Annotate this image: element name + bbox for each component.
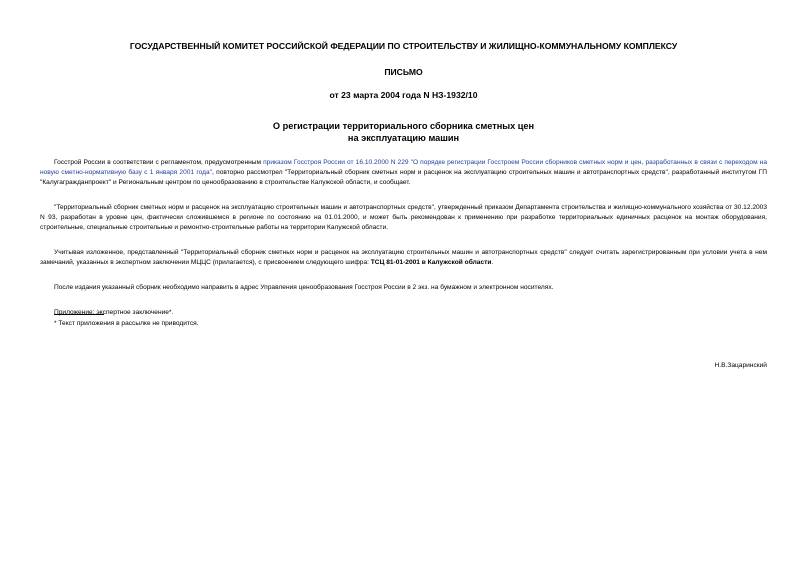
- document-date-number: от 23 марта 2004 года N НЗ-1932/10: [329, 90, 478, 100]
- document-subject: [40, 120, 767, 144]
- paragraph-1: [40, 158, 767, 188]
- paragraph-3-text-end: .: [491, 259, 494, 266]
- signature: Н.В.Зацаринский: [714, 362, 767, 369]
- subject-line-2: на эксплуатацию машин: [347, 133, 460, 143]
- document-type: ПИСЬМО: [384, 67, 423, 77]
- footnote-divider: [54, 314, 104, 315]
- order-229-link[interactable]: приказом Госстроя России от 16.10.2000 N 229 "О порядке регистрации Госстроем России сборников сметных норм и цен, разработанных в связи с переходом на новую сметно-нормативную базу с 1 января 2001 года": [40, 159, 767, 176]
- paragraph-1-text-end: , повторно рассмотрел "Территориальный сборник сметных норм и расценок на эксплуатацию строительных машин и автотранспортных средств", разработанный институтом ГП "Калугагражданпроект" и Региональным центром по ценообразованию в строительстве Калужской области, и сообщает.: [40, 169, 767, 186]
- paragraph-2: "Территориальный сборник сметных норм и расценок на эксплуатацию строительных машин и автотранспортных средств", утвержденный приказом Департамента строительства и жилищно-коммунального хозяйства от 30.12.2003 N 93, разработан в уровне цен, фактически сложившемся в регионе по состоянию на 01.01.2000, и может быть рекомендован к применению при разработке территориальных единичных расценок на монтаж оборудования, строительные, специальные строительные и ремонтно-строительные работы на территории Калужской области.: [40, 204, 767, 231]
- paragraph-4: После издания указанный сборник необходимо направить в адрес Управления ценообразования Госстроя России в 2 экз. на бумажном и электронном носителях.: [54, 284, 554, 291]
- paragraph-1-text-start: Госстрой России в соответствии с регламентом, предусмотренным: [54, 159, 264, 166]
- committee-title: ГОСУДАРСТВЕННЫЙ КОМИТЕТ РОССИЙСКОЙ ФЕДЕРАЦИИ ПО СТРОИТЕЛЬСТВУ И ЖИЛИЩНО-КОММУНАЛЬНОМУ КОМПЛЕКСУ: [129, 41, 678, 51]
- paragraph-3: [40, 248, 767, 268]
- registration-code: ТСЦ 81-01-2001 в Калужской области: [370, 259, 492, 266]
- subject-line-1: О регистрации территориального сборника сметных цен: [272, 121, 535, 131]
- footnote: * Текст приложения в рассылке не приводится.: [54, 320, 199, 327]
- attachment-note: Приложение: экспертное заключение*.: [54, 309, 174, 316]
- paragraph-3-text-start: Учитывая изложенное, представленный "Территориальный сборник сметных норм и расценок на эксплуатацию строительных машин и автотранспортных средств" следует считать зарегистрированным при условии учета в нем замечаний, указанных в экспертном заключении МЦЦС (прилагается), с присвоением следующего шифра:: [40, 249, 767, 266]
- letter-body: [40, 158, 767, 333]
